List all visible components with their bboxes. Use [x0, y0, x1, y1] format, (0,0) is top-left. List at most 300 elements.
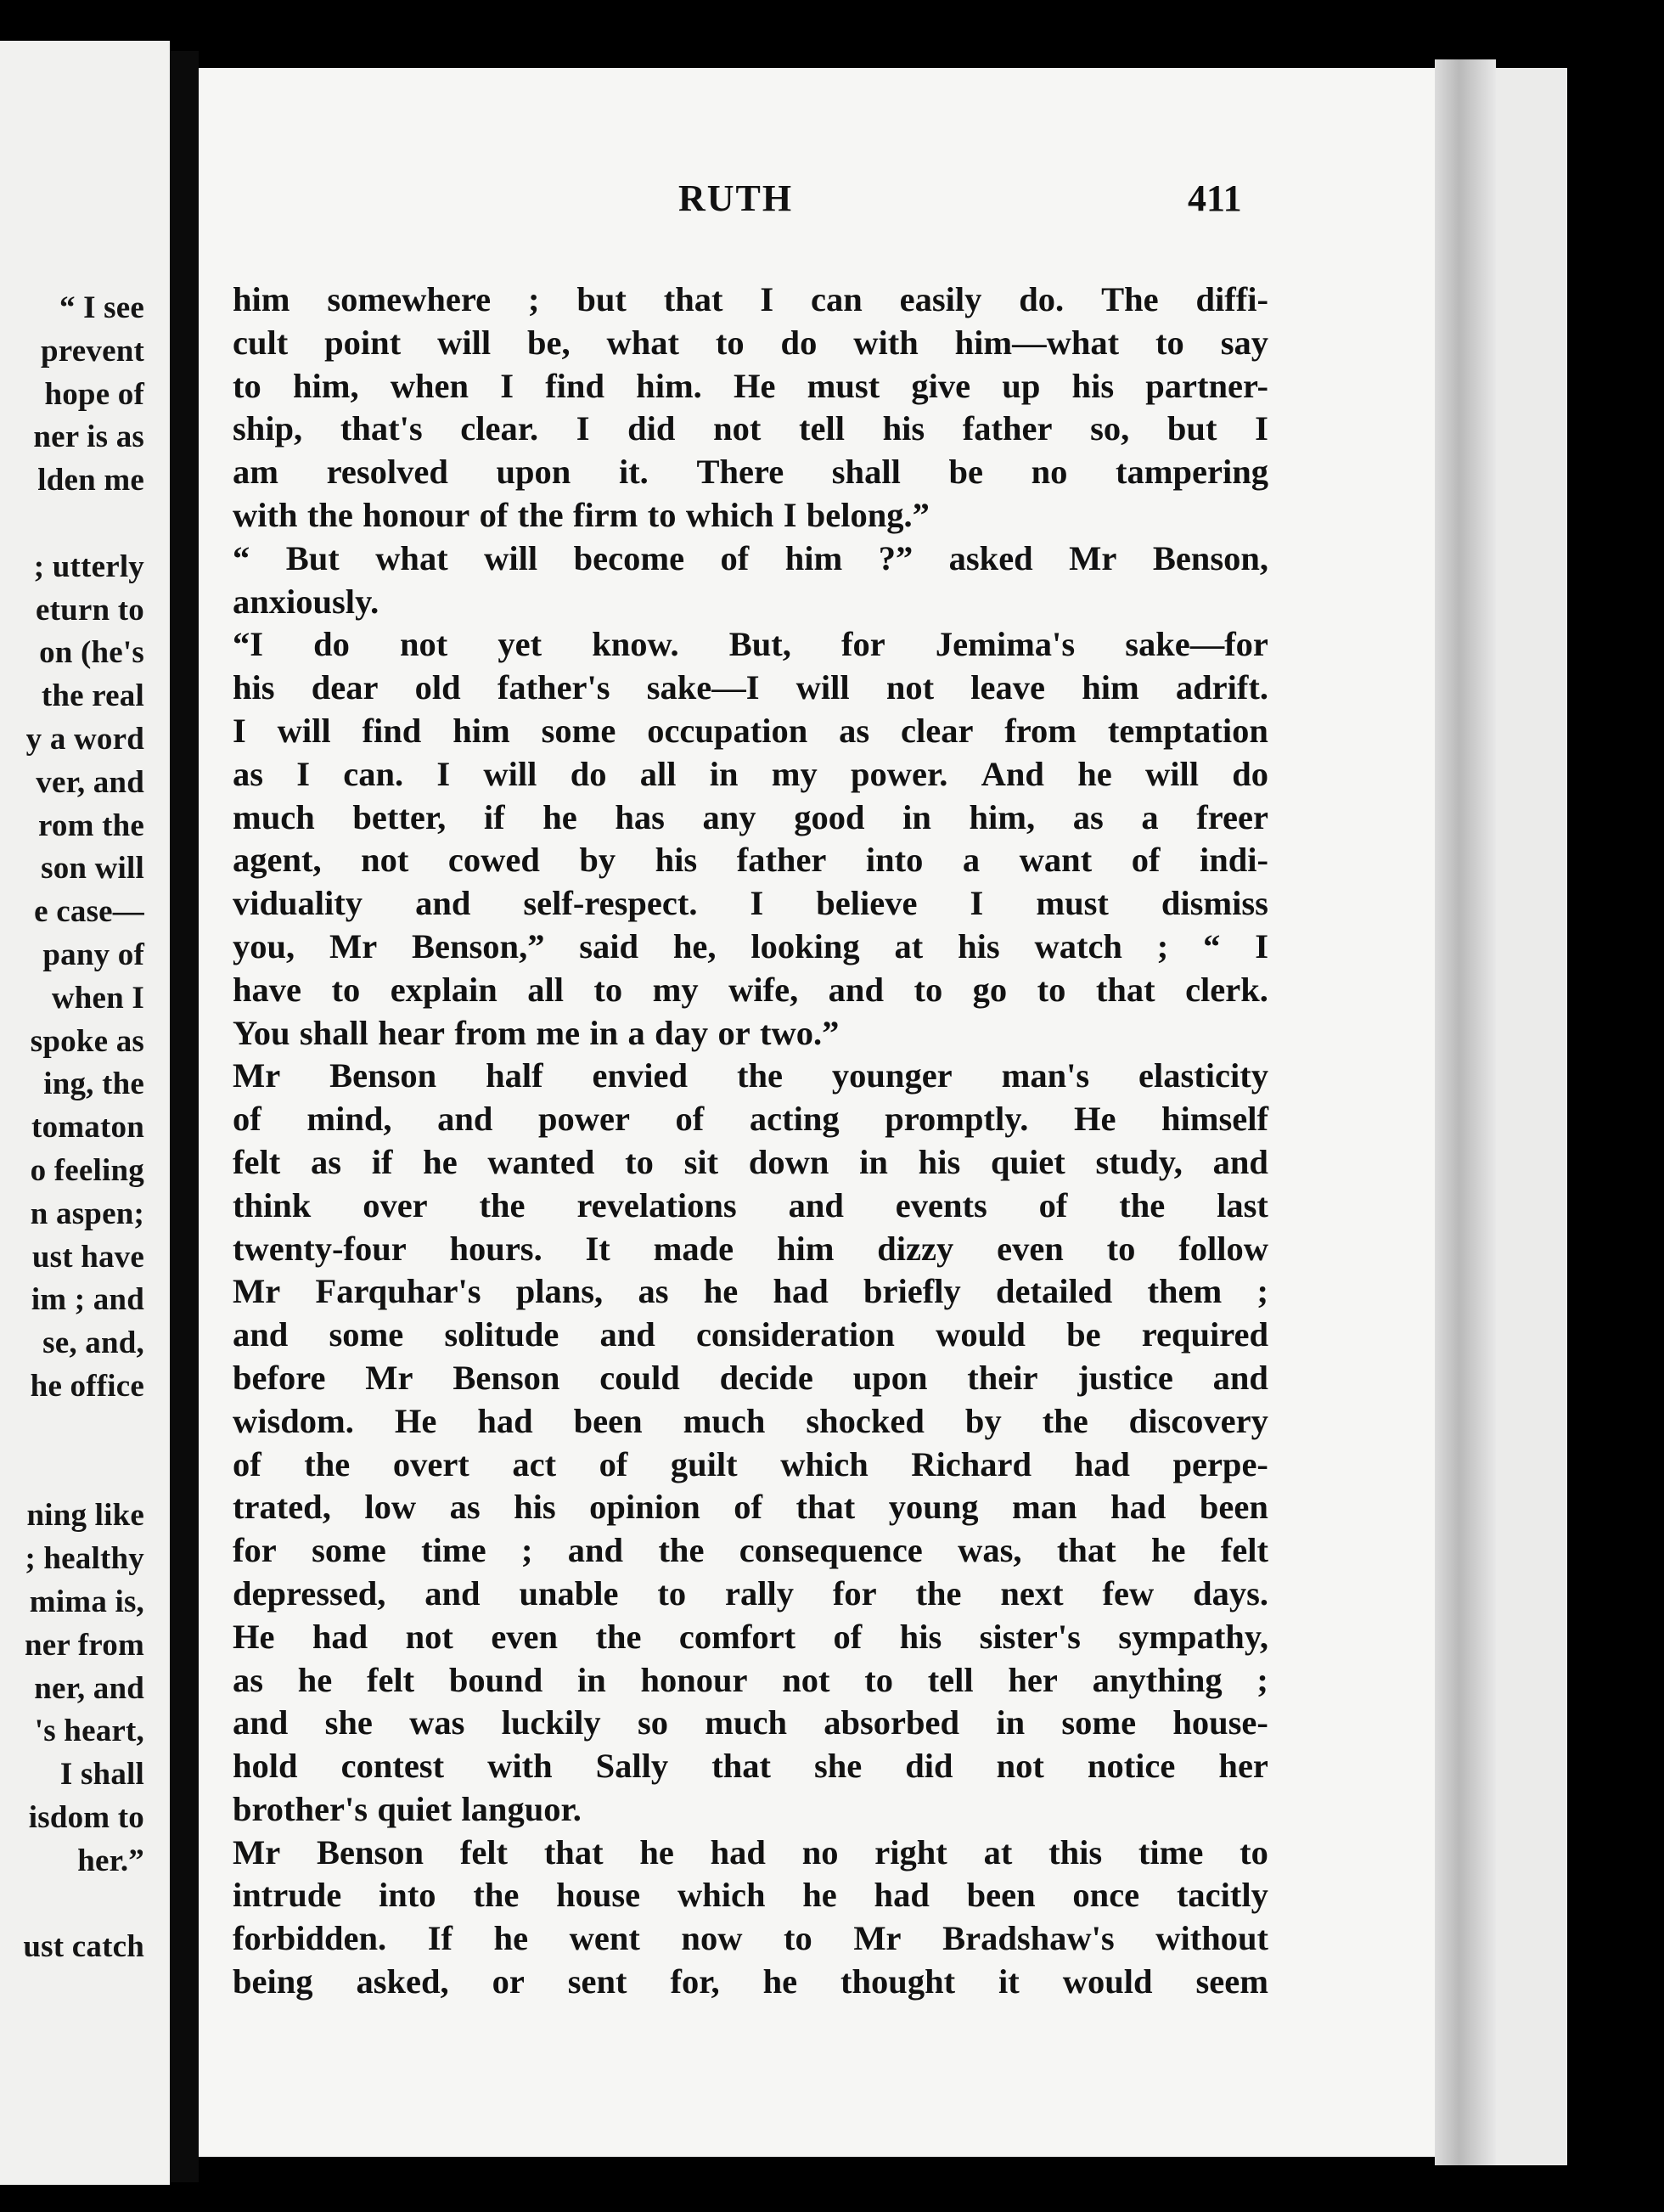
left-page-line: he office: [30, 1368, 144, 1404]
word: for,: [670, 1962, 720, 2001]
word: I: [783, 495, 797, 534]
word: as: [233, 1660, 264, 1699]
word: want: [1019, 841, 1093, 880]
word: watch: [1034, 926, 1122, 965]
word: a: [627, 1013, 645, 1052]
word: of: [1038, 1185, 1068, 1224]
word: as: [449, 1488, 481, 1527]
word: which: [780, 1444, 869, 1483]
page-edge: [1496, 68, 1567, 2165]
word: some: [541, 711, 616, 750]
word: before: [233, 1358, 326, 1397]
left-page-line: when I: [51, 980, 144, 1016]
word: There: [696, 453, 784, 492]
word: with: [487, 1747, 553, 1786]
word: that: [663, 280, 723, 318]
word: as: [638, 1272, 669, 1311]
word: shall: [299, 1013, 368, 1052]
word: was,: [958, 1531, 1022, 1570]
left-page-line: im ; and: [31, 1282, 144, 1318]
word: consequence: [739, 1531, 923, 1570]
word: which: [677, 1876, 766, 1915]
word: felt: [366, 1660, 415, 1699]
word: perpe-: [1172, 1444, 1268, 1483]
word: it.: [618, 453, 649, 492]
word: his: [918, 1142, 961, 1181]
word: him,: [292, 366, 359, 405]
word: in: [859, 1142, 888, 1181]
left-page-line: [0, 1883, 144, 1926]
word: justice: [1077, 1358, 1173, 1397]
word: in: [589, 1013, 619, 1052]
word: dizzy: [877, 1229, 954, 1268]
word: young: [888, 1488, 979, 1527]
left-page-line: o feeling: [30, 1152, 144, 1188]
word: “: [233, 538, 250, 577]
word: he,: [672, 926, 717, 965]
word: But: [285, 538, 340, 577]
text-line: [233, 1270, 1268, 1314]
word: was: [409, 1703, 465, 1742]
left-page-line: eturn to: [36, 592, 144, 628]
word: It: [585, 1229, 610, 1268]
word: ship,: [233, 409, 303, 448]
word: for: [841, 625, 885, 664]
word: the: [473, 1876, 520, 1915]
left-page-line: y a word: [25, 721, 144, 757]
word: thought: [840, 1962, 956, 2001]
word: it: [998, 1962, 1020, 2001]
word: over: [363, 1185, 428, 1224]
word: and: [415, 884, 471, 923]
word: the: [479, 1185, 526, 1224]
text-line: [233, 1357, 1268, 1400]
word: absorbed: [824, 1703, 960, 1742]
word: the: [1119, 1185, 1166, 1224]
word: that: [1095, 970, 1155, 1009]
word: easily: [899, 280, 982, 318]
page-edge-shadow: [1435, 59, 1496, 2165]
word: in: [996, 1703, 1026, 1742]
word: hours.: [449, 1229, 542, 1268]
word: of: [599, 1444, 628, 1483]
word: know.: [592, 625, 679, 664]
word: his: [958, 926, 1000, 965]
word: in: [709, 754, 739, 793]
word: had: [710, 1832, 766, 1871]
word: and: [233, 1703, 289, 1742]
left-page-line: ust catch: [23, 1929, 144, 1965]
word: briefly: [863, 1272, 961, 1311]
word: Mr: [233, 1272, 281, 1311]
word: to: [914, 970, 943, 1009]
word: dear: [311, 668, 379, 707]
text-line: [233, 1055, 1268, 1098]
word: envied: [592, 1056, 689, 1095]
word: her: [1008, 1660, 1058, 1699]
word: Mr: [233, 1832, 281, 1871]
word: by: [964, 1401, 1002, 1440]
word: intrude: [233, 1876, 342, 1915]
word: Benson: [329, 1056, 437, 1095]
word: of: [734, 1488, 762, 1527]
word: house: [556, 1876, 641, 1915]
word: occupation: [647, 711, 808, 750]
word: believe: [816, 884, 918, 923]
word: wife,: [728, 970, 799, 1009]
text-line: [233, 1400, 1268, 1444]
text-line: [233, 1788, 1268, 1832]
word: can: [811, 280, 863, 318]
word: to: [784, 1919, 812, 1958]
word: have: [233, 970, 301, 1009]
word: I: [500, 366, 514, 405]
word: him: [453, 711, 510, 750]
word: some: [329, 1315, 404, 1354]
left-page-line: ning like: [26, 1498, 144, 1534]
word: firm: [572, 495, 638, 534]
page-number: 411: [1188, 177, 1242, 219]
word: give: [911, 366, 971, 405]
word: now: [681, 1919, 743, 1958]
text-line: [233, 1228, 1268, 1271]
word: can.: [343, 754, 404, 793]
left-page-line: son will: [41, 851, 144, 886]
word: his: [1071, 366, 1115, 405]
word: Mr: [853, 1919, 902, 1958]
word: Mr: [1069, 538, 1117, 577]
word: some: [1061, 1703, 1137, 1742]
word: to: [625, 1142, 654, 1181]
word: when: [390, 366, 469, 405]
left-page-line: rom the: [37, 808, 144, 843]
word: plans,: [515, 1272, 604, 1311]
word: anything: [1092, 1660, 1223, 1699]
word: Farquhar's: [315, 1272, 481, 1311]
word: the: [915, 1573, 962, 1613]
word: that: [711, 1747, 771, 1786]
text-line: [233, 1874, 1268, 1917]
word: and: [233, 1315, 289, 1354]
word: will: [795, 668, 850, 707]
word: to: [233, 366, 261, 405]
word: to: [657, 1573, 687, 1613]
word: he: [703, 1272, 739, 1311]
word: he: [639, 1832, 674, 1871]
word: will: [1144, 754, 1199, 793]
left-page-line: hope of: [44, 376, 144, 412]
word: he: [802, 1876, 837, 1915]
word: guilt: [670, 1444, 738, 1483]
text-line: [233, 279, 1268, 322]
word: depressed,: [233, 1573, 386, 1613]
text-line: [233, 1314, 1268, 1357]
word: Bradshaw's: [942, 1919, 1115, 1958]
word: next: [1000, 1573, 1064, 1613]
word: be: [948, 453, 983, 492]
word: revelations: [576, 1185, 737, 1224]
word: of: [720, 538, 750, 577]
word: dismiss: [1161, 884, 1268, 923]
word: in: [902, 797, 931, 836]
word: will: [483, 754, 537, 793]
word: her: [1218, 1747, 1268, 1786]
word: of: [233, 1444, 261, 1483]
text-line: [233, 1659, 1268, 1703]
word: felt: [459, 1832, 509, 1871]
word: some: [312, 1531, 386, 1570]
word: power: [537, 1100, 630, 1139]
word: old: [414, 668, 461, 707]
text-line: [233, 1917, 1268, 1961]
word: ;: [1156, 926, 1169, 965]
text-line: [233, 451, 1268, 494]
left-page-line: the real: [41, 678, 144, 714]
word: sister's: [979, 1617, 1081, 1656]
word: required: [1141, 1315, 1268, 1354]
word: a: [962, 841, 981, 880]
word: that's: [340, 409, 423, 448]
left-page-line: pany of: [42, 937, 144, 972]
word: If: [427, 1919, 453, 1958]
word: the: [1042, 1401, 1088, 1440]
text-line: [233, 322, 1268, 365]
left-page-line: n aspen;: [30, 1196, 144, 1231]
left-page-line: se, and,: [42, 1326, 144, 1361]
word: bound: [448, 1660, 543, 1699]
word: discovery: [1128, 1401, 1268, 1440]
left-page-line: isdom to: [28, 1799, 144, 1835]
word: asked,: [356, 1962, 449, 2001]
text-line: [233, 1141, 1268, 1185]
word: what: [606, 323, 680, 362]
text-line: [233, 538, 1268, 581]
word: man: [1012, 1488, 1077, 1527]
text-line: [233, 1702, 1268, 1745]
word: forbidden.: [233, 1919, 387, 1958]
word: could: [599, 1358, 680, 1397]
word: into: [865, 841, 924, 880]
word: hear: [378, 1013, 445, 1052]
word: freer: [1196, 797, 1268, 836]
word: and: [424, 1573, 481, 1613]
word: upon: [496, 453, 571, 492]
left-page-line: ing, the: [43, 1067, 144, 1102]
word: belong.”: [806, 495, 930, 534]
left-page-line: “ I see: [59, 290, 144, 325]
word: Jemima's: [935, 625, 1076, 664]
left-page-line: mima is,: [29, 1584, 144, 1619]
word: of: [833, 1617, 863, 1656]
left-page-text-fragments: [0, 287, 144, 1969]
word: to: [715, 323, 745, 362]
word: the: [306, 495, 353, 534]
word: half: [486, 1056, 543, 1095]
book-gutter: [170, 51, 199, 2182]
word: He: [394, 1401, 437, 1440]
main-page: [199, 68, 1435, 2157]
word: as: [310, 1142, 341, 1181]
word: he: [1077, 754, 1112, 793]
text-line: [233, 1961, 1268, 2004]
word: must: [1036, 884, 1109, 923]
word: I: [576, 409, 590, 448]
word: he: [423, 1142, 458, 1181]
word: asked: [948, 538, 1033, 577]
word: made: [653, 1229, 734, 1268]
word: tampering: [1116, 453, 1268, 492]
word: him.: [636, 366, 702, 405]
text-line: [233, 839, 1268, 882]
word: to: [331, 970, 361, 1009]
word: adrift.: [1175, 668, 1268, 707]
word: had: [312, 1617, 368, 1656]
word: I: [436, 754, 451, 793]
word: would: [1062, 1962, 1153, 2001]
word: did: [905, 1747, 953, 1786]
left-page-line: prevent: [41, 333, 144, 369]
word: even: [491, 1617, 559, 1656]
word: all: [639, 754, 677, 793]
word: become: [573, 538, 685, 577]
word: he: [297, 1660, 333, 1699]
word: I: [1255, 409, 1268, 448]
word: house-: [1172, 1703, 1268, 1742]
word: last: [1217, 1185, 1268, 1224]
word: indi-: [1199, 841, 1268, 880]
word: Benson: [453, 1358, 560, 1397]
word: Benson,”: [412, 926, 545, 965]
word: acting: [749, 1100, 840, 1139]
word: and: [437, 1100, 493, 1139]
word: low: [364, 1488, 417, 1527]
running-head-title: RUTH: [678, 177, 794, 219]
word: his: [655, 841, 698, 880]
word: tell: [927, 1660, 974, 1699]
word: sake—I: [646, 668, 760, 707]
word: must: [807, 366, 880, 405]
word: He: [1073, 1100, 1116, 1139]
word: not: [996, 1747, 1044, 1786]
word: I: [760, 280, 774, 318]
word: she: [324, 1703, 373, 1742]
word: two.”: [760, 1013, 840, 1052]
word: decide: [719, 1358, 813, 1397]
word: from: [454, 1013, 527, 1052]
word: been: [1199, 1488, 1268, 1527]
word: study,: [1095, 1142, 1183, 1181]
word: had: [1074, 1444, 1130, 1483]
left-facing-page: [0, 41, 170, 2185]
word: been: [966, 1876, 1036, 1915]
word: with: [853, 323, 919, 362]
word: anxiously.: [233, 582, 379, 621]
word: “: [1203, 926, 1221, 965]
word: sent: [567, 1962, 627, 2001]
word: days.: [1193, 1573, 1268, 1613]
word: the: [736, 1056, 783, 1095]
word: Benson,: [1152, 538, 1268, 577]
word: she: [813, 1747, 863, 1786]
word: ;: [1256, 1660, 1268, 1699]
word: without: [1155, 1919, 1268, 1958]
word: will: [277, 711, 331, 750]
text-line: [233, 1745, 1268, 1788]
word: I: [296, 754, 311, 793]
word: he: [762, 1962, 798, 2001]
word: yet: [498, 625, 542, 664]
word: am: [233, 453, 278, 492]
word: he: [493, 1919, 529, 1958]
word: him,: [969, 797, 1036, 836]
word: once: [1072, 1876, 1140, 1915]
word: elasticity: [1138, 1056, 1268, 1095]
word: my: [771, 754, 818, 793]
word: diffi-: [1195, 280, 1268, 318]
word: He: [233, 1617, 275, 1656]
word: Mr: [329, 926, 378, 965]
word: as: [233, 754, 264, 793]
word: will: [484, 538, 538, 577]
word: had: [874, 1876, 930, 1915]
word: him: [1082, 668, 1139, 707]
word: said: [579, 926, 639, 965]
word: overt: [392, 1444, 469, 1483]
word: right: [874, 1832, 947, 1871]
left-page-line: ner, and: [34, 1670, 144, 1706]
word: ;: [1256, 1272, 1268, 1311]
word: leave: [970, 668, 1046, 707]
word: he: [542, 797, 577, 836]
word: not: [361, 841, 409, 880]
word: twenty-four: [233, 1229, 407, 1268]
text-line: [233, 1529, 1268, 1573]
text-line: [233, 1486, 1268, 1529]
text-line: [233, 494, 1268, 538]
word: felt: [233, 1142, 281, 1181]
word: his: [233, 668, 275, 707]
word: but: [1166, 409, 1217, 448]
word: Mr: [365, 1358, 413, 1397]
word: in: [576, 1660, 606, 1699]
word: or: [492, 1962, 525, 2001]
text-line: [233, 710, 1268, 753]
word: clerk.: [1185, 970, 1268, 1009]
word: been: [573, 1401, 643, 1440]
word: do: [313, 625, 350, 664]
word: and: [1212, 1142, 1268, 1181]
word: what: [375, 538, 448, 577]
word: Sally: [595, 1747, 669, 1786]
word: good: [794, 797, 865, 836]
word: of: [479, 495, 509, 534]
word: I: [750, 884, 764, 923]
word: better,: [352, 797, 447, 836]
word: contest: [340, 1747, 445, 1786]
word: at: [894, 926, 924, 965]
word: upon: [852, 1358, 928, 1397]
word: that: [795, 1488, 856, 1527]
left-page-line: 's heart,: [34, 1714, 144, 1749]
word: to: [1240, 1832, 1268, 1871]
word: even: [997, 1229, 1064, 1268]
word: any: [702, 797, 756, 836]
word: time: [1138, 1832, 1204, 1871]
word: me: [536, 1013, 581, 1052]
word: sake—for: [1125, 625, 1268, 664]
word: mind,: [306, 1100, 392, 1139]
word: the: [658, 1531, 705, 1570]
